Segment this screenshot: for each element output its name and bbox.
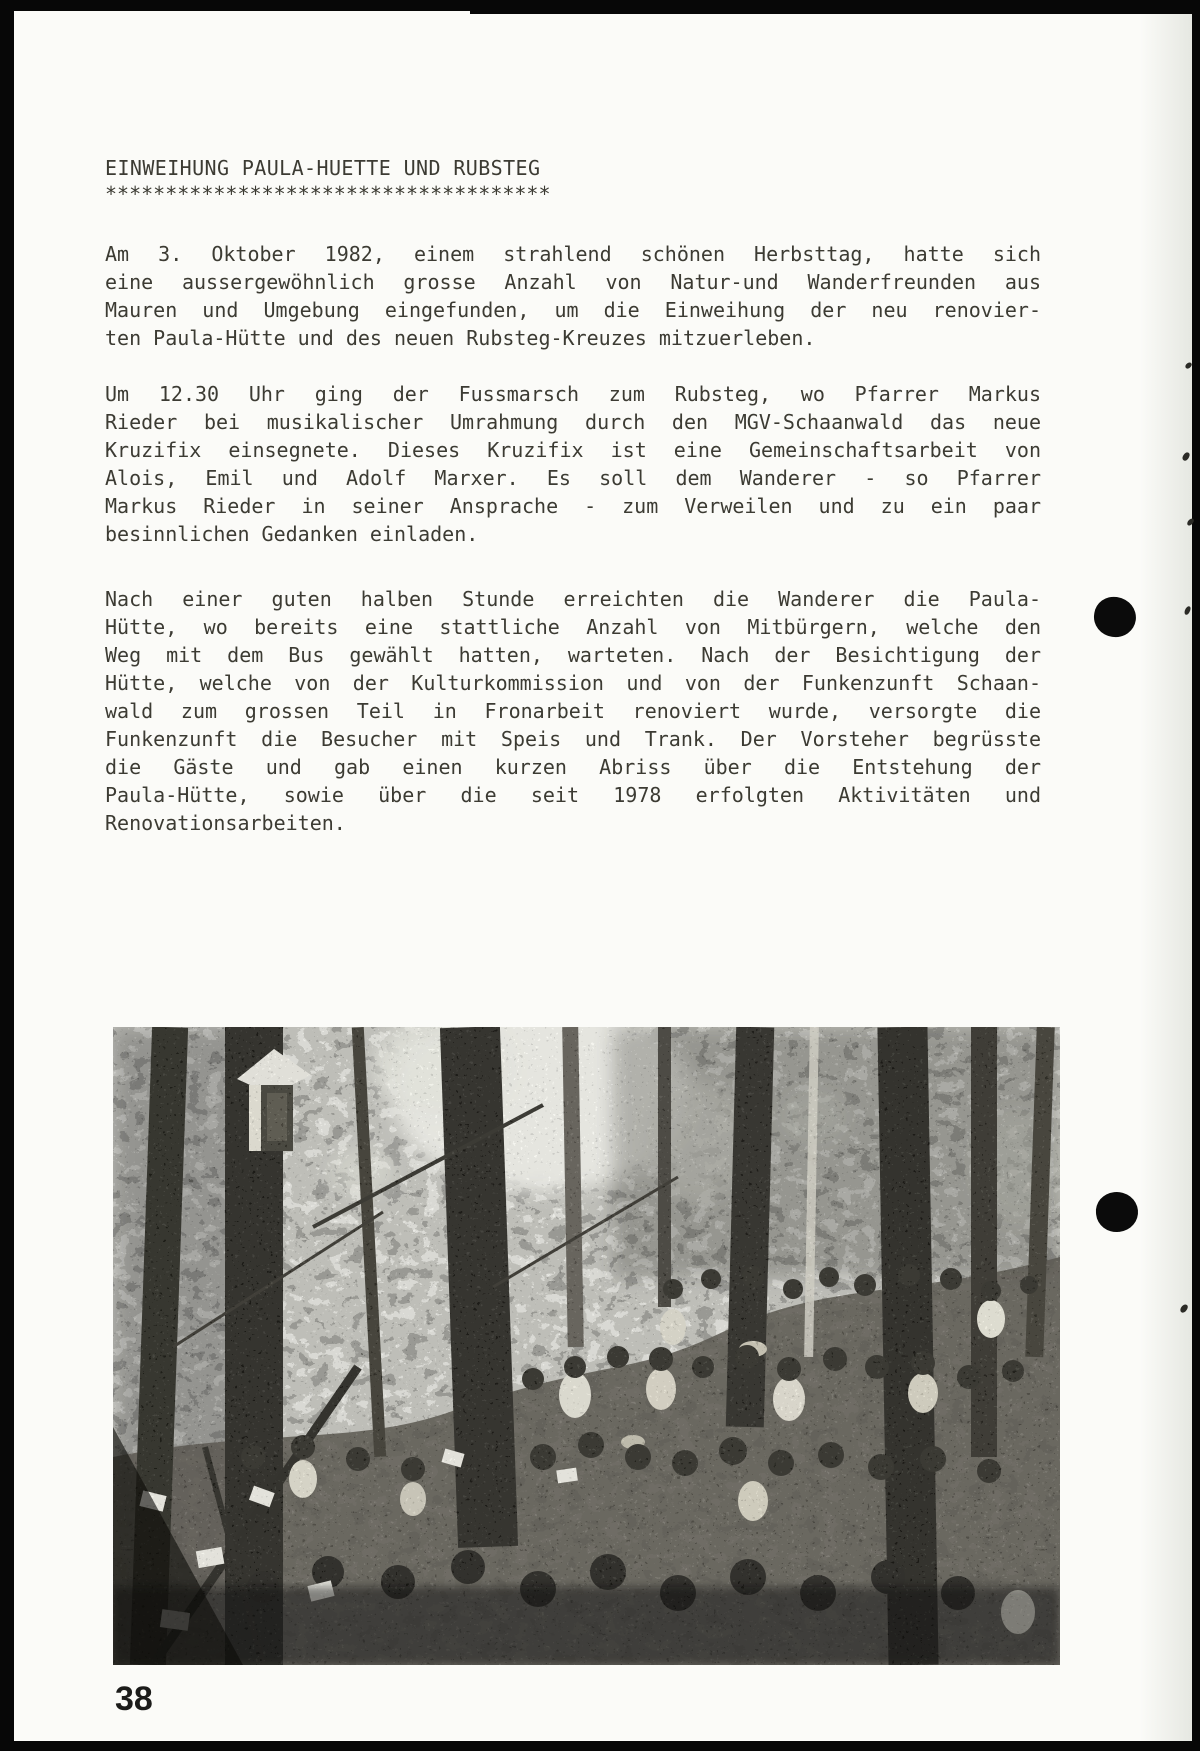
scan-frame-top-right — [470, 0, 1200, 14]
text-line: Weg mit dem Bus gewählt hatten, warteten. Nach der Besichtigung der — [105, 643, 1041, 667]
photo-crowd-in-forest — [113, 1027, 1060, 1665]
title-underline-asterisks: ************************************* — [105, 182, 551, 206]
text-line: besinnlichen Gedanken einladen. — [105, 522, 479, 546]
text-line: Mauren und Umgebung eingefunden, um die Einweihung der neu renovier- — [105, 298, 1041, 322]
scan-frame-left — [0, 0, 14, 1751]
bottom-shadow — [113, 1587, 1060, 1665]
text-line: Hütte, welche von der Kulturkommission und von der Funkenzunft Schaan- — [105, 671, 1041, 695]
text-line: Nach einer guten halben Stunde erreichten die Wanderer die Paula- — [105, 587, 1041, 611]
scan-frame-bottom — [0, 1741, 1200, 1751]
paragraph-1 — [105, 240, 1041, 352]
text-line: ten Paula-Hütte und des neuen Rubsteg-Kreuzes mitzuerleben. — [105, 326, 816, 350]
punch-hole — [1094, 1190, 1140, 1234]
paragraph-2 — [105, 380, 1041, 548]
text-line: Markus Rieder in seiner Ansprache - zum Verweilen und zu ein paar — [105, 494, 1041, 518]
article-title: EINWEIHUNG PAULA-HUETTE UND RUBSTEG — [105, 156, 541, 180]
text-line: Renovationsarbeiten. — [105, 811, 346, 835]
text-line: eine aussergewöhnlich grosse Anzahl von Natur-und Wanderfreunden aus — [105, 270, 1041, 294]
text-line: Funkenzunft die Besucher mit Speis und Trank. Der Vorsteher begrüsste — [105, 727, 1041, 751]
text-line: wald zum grossen Teil in Fronarbeit renoviert wurde, versorgte die — [105, 699, 1041, 723]
text-line: die Gäste und gab einen kurzen Abriss über die Entstehung der — [105, 755, 1041, 779]
punch-hole — [1091, 594, 1138, 639]
photo-illustration — [113, 1027, 1060, 1665]
text-line: Um 12.30 Uhr ging der Fussmarsch zum Rubsteg, wo Pfarrer Markus — [105, 382, 1041, 406]
paragraph-3 — [105, 585, 1041, 837]
text-line: Hütte, wo bereits eine stattliche Anzahl von Mitbürgern, welche den — [105, 615, 1041, 639]
scan-frame-right — [1192, 0, 1200, 1751]
scan-edge-shadow — [1140, 14, 1192, 1741]
text-line: Alois, Emil und Adolf Marxer. Es soll dem Wanderer - so Pfarrer — [105, 466, 1041, 490]
film-grain — [113, 1027, 1060, 1665]
text-line: Kruzifix einsegnete. Dieses Kruzifix ist eine Gemeinschaftsarbeit von — [105, 438, 1041, 462]
text-line: Rieder bei musikalischer Umrahmung durch den MGV-Schaanwald das neue — [105, 410, 1041, 434]
text-line: Paula-Hütte, sowie über die seit 1978 erfolgten Aktivitäten und — [105, 783, 1041, 807]
page-number: 38 — [115, 1680, 153, 1718]
text-line: Am 3. Oktober 1982, einem strahlend schönen Herbsttag, hatte sich — [105, 242, 1041, 266]
